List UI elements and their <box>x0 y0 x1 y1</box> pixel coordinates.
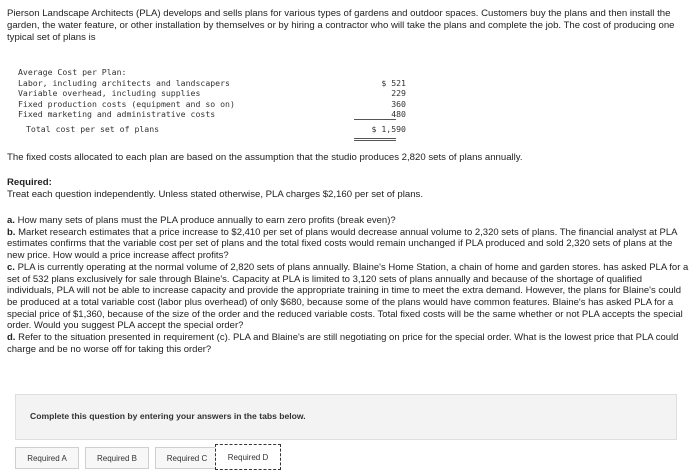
cost-heading-label: Average Cost per Plan: <box>18 67 127 77</box>
question-b <box>7 227 689 262</box>
cost-row-amount: 480 <box>391 109 406 120</box>
tab-required-b[interactable]: Required B <box>85 447 149 469</box>
total-double-rule-bottom <box>354 140 396 141</box>
cost-table <box>18 67 406 136</box>
cost-row-fixed-marketing <box>18 109 406 120</box>
instruction-box <box>15 394 677 440</box>
cost-table-heading <box>18 67 406 78</box>
question-list <box>7 215 689 355</box>
intro-paragraph: Pierson Landscape Architects (PLA) develops and sells plans for various types of gardens and outdoor spaces. Customers buy the plans and then install the garden, the water feature, or other installation by themselves or by hiring a contractor who will take the plans and complete the job. The cost of producing one typical set of plans is <box>7 8 675 43</box>
cost-total-amount: $ 1,590 <box>371 123 406 134</box>
question-letter: d. <box>7 332 16 344</box>
cost-row-amount: $ 521 <box>381 77 406 88</box>
question-letter: c. <box>7 261 15 273</box>
cost-row-amount: 360 <box>391 98 406 109</box>
cost-row-labor <box>18 78 406 89</box>
cost-row-fixed-production <box>18 99 406 110</box>
cost-row-label: Labor, including architects and landscapers <box>18 77 230 88</box>
cost-row-total <box>18 124 406 136</box>
required-section <box>7 177 687 201</box>
question-letter: a. <box>7 215 15 226</box>
tab-required-a[interactable]: Required A <box>15 447 79 469</box>
assumption-text: The fixed costs allocated to each plan are based on the assumption that the studio produces 2,820 sets of plans annually. <box>7 152 523 163</box>
question-d <box>7 332 689 355</box>
cost-total-label: Total cost per set of plans <box>26 123 160 134</box>
question-text: PLA is currently operating at the normal volume of 2,820 sets of plans annually. Blaine's Home Station, a chain of home and garden stores. has asked PLA for a set of 532 plans exclusively for sale through Blaine's. Capacity at PLA is limited to 3,120 sets of plans annually and because of the shortage of qualified individuals, PLA will not be able to increase capacity and provide the appropriate training in time to meet the extra demand. However, the plans for Blaine's could be produced at a total variable cost (labor plus overhead) of only $680, because some of the plans would have common features. Blaine's has asked PLA for a special price of $1,360, because of the size of the order and the reduced variable costs. Total fixed costs will be the same whether or not PLA accepts the special order. Would you suggest PLA accept the special order? <box>7 261 689 332</box>
question-a <box>7 215 689 227</box>
question-text: Market research estimates that a price increase to $2,410 per set of plans would decrease annual volume to 2,320 sets of plans. The financial analyst at PLA estimates confirms that the variable cost per set of plans and the total fixed costs would remain unchanged if PLA produced and sold 2,320 sets of plans at the new price. How would a price increase affect profits? <box>7 226 677 262</box>
subtotal-rule <box>354 119 396 120</box>
cost-row-label: Fixed production costs (equipment and so on) <box>18 98 235 109</box>
cost-row-amount: 229 <box>391 88 406 99</box>
question-text: Refer to the situation presented in requirement (c). PLA and Blaine's are still negotiating on price for the special order. What is the lowest price that PLA could charge and be no worse off for taking this order? <box>7 332 679 355</box>
tab-required-c[interactable]: Required C <box>155 447 219 469</box>
question-letter: b. <box>7 226 16 238</box>
cost-row-label: Variable overhead, including supplies <box>18 88 201 99</box>
question-text: How many sets of plans must the PLA produce annually to earn zero profits (break even)? <box>14 215 396 226</box>
required-tabs <box>15 444 695 470</box>
tab-required-d[interactable]: Required D <box>215 444 281 470</box>
instruction-text: Complete this question by entering your answers in the tabs below. <box>30 411 306 421</box>
cost-row-label: Fixed marketing and administrative costs <box>18 109 216 120</box>
required-instructions: Treat each question independently. Unless stated otherwise, PLA charges $2,160 per set of plans. <box>7 189 423 200</box>
required-heading: Required: <box>7 177 52 188</box>
total-double-rule-top <box>354 138 396 139</box>
cost-row-variable-overhead <box>18 88 406 99</box>
question-c <box>7 262 689 332</box>
